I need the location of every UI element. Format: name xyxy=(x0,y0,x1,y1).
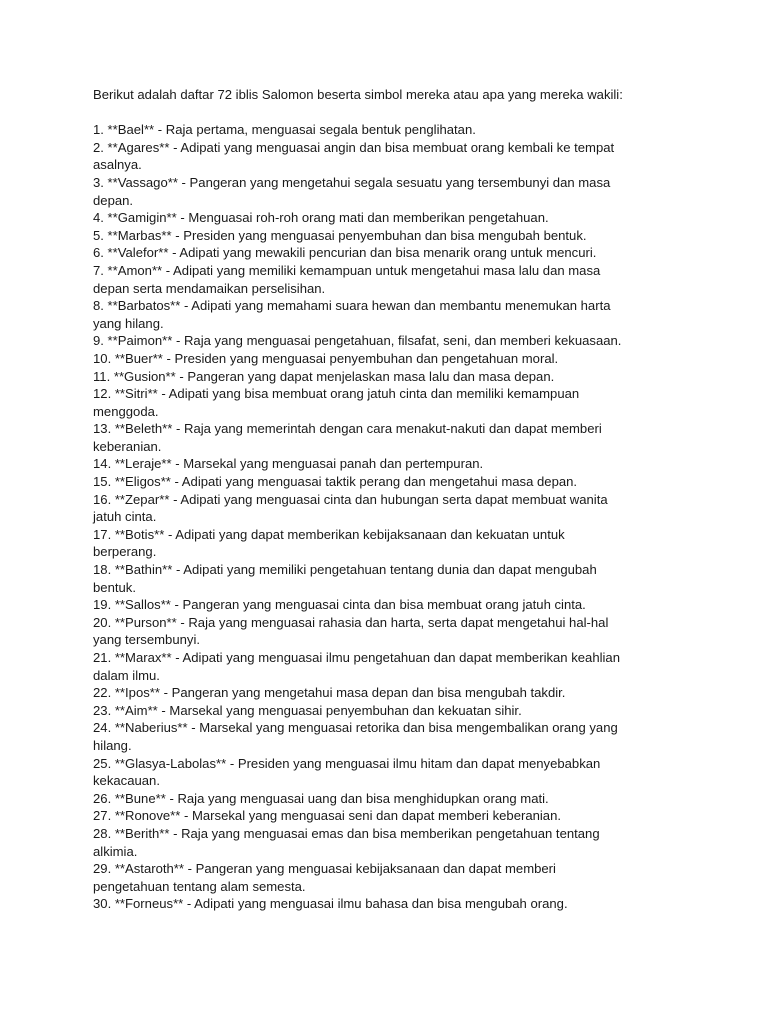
list-item-line: 2. **Agares** - Adipati yang menguasai angin dan bisa membuat orang kembali ke tempat xyxy=(93,139,615,155)
list-item-line: 29. **Astaroth** - Pangeran yang menguasai kebijaksanaan dan dapat memberi xyxy=(93,861,556,877)
list-item-line: 20. **Purson** - Raja yang menguasai rahasia dan harta, serta dapat mengetahui hal-hal xyxy=(93,614,609,630)
list-item xyxy=(93,807,693,825)
list-item-line-continued: depan. xyxy=(93,192,134,208)
list-item-line: 11. **Gusion** - Pangeran yang dapat menjelaskan masa lalu dan masa depan. xyxy=(93,368,555,384)
list-item xyxy=(93,174,693,209)
list-item xyxy=(93,262,693,297)
list-item-line: 22. **Ipos** - Pangeran yang mengetahui masa depan dan bisa mengubah takdir. xyxy=(93,685,566,701)
list-item xyxy=(93,895,693,913)
list-item-line-continued: dalam ilmu. xyxy=(93,667,160,683)
list-item xyxy=(93,139,693,174)
list-item xyxy=(93,350,693,368)
list-item-line: 19. **Sallos** - Pangeran yang menguasai cinta dan bisa membuat orang jatuh cinta. xyxy=(93,597,586,613)
list-item-line: 28. **Berith** - Raja yang menguasai emas dan bisa memberikan pengetahuan tentang xyxy=(93,825,600,841)
list-item xyxy=(93,596,693,614)
list-item-line-continued: hilang. xyxy=(93,737,132,753)
list-item-line-continued: yang hilang. xyxy=(93,315,164,331)
intro-text: Berikut adalah daftar 72 iblis Salomon beserta simbol mereka atau apa yang mereka wakili: xyxy=(93,87,623,102)
list-item xyxy=(93,755,693,790)
list-item-line: 5. **Marbas** - Presiden yang menguasai penyembuhan dan bisa mengubah bentuk. xyxy=(93,227,587,243)
list-item-line-continued: keberanian. xyxy=(93,438,162,454)
list-item-line: 4. **Gamigin** - Menguasai roh-roh orang mati dan memberikan pengetahuan. xyxy=(93,210,549,226)
list-item-line: 7. **Amon** - Adipati yang memiliki kemampuan untuk mengetahui masa lalu dan masa xyxy=(93,262,601,278)
list-item-line-continued: menggoda. xyxy=(93,403,159,419)
list-item xyxy=(93,491,693,526)
list-item xyxy=(93,385,693,420)
document-page xyxy=(93,86,693,913)
list-item xyxy=(93,614,693,649)
list-item xyxy=(93,684,693,702)
list-item-line-continued: bentuk. xyxy=(93,579,136,595)
list-item-line: 21. **Marax** - Adipati yang menguasai ilmu pengetahuan dan dapat memberikan keahlian xyxy=(93,650,620,665)
list-item xyxy=(93,473,693,491)
list-item xyxy=(93,825,693,860)
list-item xyxy=(93,526,693,561)
list-item xyxy=(93,227,693,245)
list-item xyxy=(93,244,693,262)
list-item-line: 26. **Bune** - Raja yang menguasai uang dan bisa menghidupkan orang mati. xyxy=(93,790,549,806)
list-item xyxy=(93,121,693,139)
list-item-line: 16. **Zepar** - Adipati yang menguasai cinta dan hubungan serta dapat membuat wanita xyxy=(93,491,608,507)
list-item-line: 15. **Eligos** - Adipati yang menguasai taktik perang dan mengetahui masa depan. xyxy=(93,474,578,490)
list-item xyxy=(93,561,693,596)
list-item-line: 27. **Ronove** - Marsekal yang menguasai seni dan dapat memberi keberanian. xyxy=(93,808,562,824)
list-item-line: 17. **Botis** - Adipati yang dapat memberikan kebijaksanaan dan kekuatan untuk xyxy=(93,526,565,542)
list-item-line-continued: alkimia. xyxy=(93,843,138,859)
list-item-line-continued: yang tersembunyi. xyxy=(93,632,200,648)
list-item xyxy=(93,332,693,350)
list-item-line: 13. **Beleth** - Raja yang memerintah dengan cara menakut-nakuti dan dapat memberi xyxy=(93,421,602,437)
list-item-line-continued: asalnya. xyxy=(93,157,142,173)
list-item xyxy=(93,209,693,227)
list-item xyxy=(93,649,693,684)
list-item-line-continued: jatuh cinta. xyxy=(93,509,157,525)
list-item-line: 18. **Bathin** - Adipati yang memiliki pengetahuan tentang dunia dan dapat mengubah xyxy=(93,562,597,578)
list-item-line: 1. **Bael** - Raja pertama, menguasai segala bentuk penglihatan. xyxy=(93,122,476,138)
list-item-line-continued: pengetahuan tentang alam semesta. xyxy=(93,878,306,894)
list-item xyxy=(93,702,693,720)
list-item xyxy=(93,368,693,386)
list-item xyxy=(93,455,693,473)
list-item xyxy=(93,860,693,895)
list-item-line: 6. **Valefor** - Adipati yang mewakili pencurian dan bisa menarik orang untuk mencuri. xyxy=(93,245,597,261)
list-item-line: 25. **Glasya-Labolas** - Presiden yang menguasai ilmu hitam dan dapat menyebabkan xyxy=(93,755,601,771)
demon-list xyxy=(93,121,693,913)
list-item-line: 14. **Leraje** - Marsekal yang menguasai panah dan pertempuran. xyxy=(93,456,484,472)
list-item-line: 10. **Buer** - Presiden yang menguasai penyembuhan dan pengetahuan moral. xyxy=(93,350,559,366)
list-item xyxy=(93,790,693,808)
list-item-line: 9. **Paimon** - Raja yang menguasai pengetahuan, filsafat, seni, dan memberi kekuasaan. xyxy=(93,333,622,349)
list-item-line-continued: kekacauan. xyxy=(93,773,160,789)
list-item-line: 30. **Forneus** - Adipati yang menguasai ilmu bahasa dan bisa mengubah orang. xyxy=(93,896,568,912)
list-item-line: 24. **Naberius** - Marsekal yang menguasai retorika dan bisa mengembalikan orang yang xyxy=(93,720,618,736)
list-item-line-continued: berperang. xyxy=(93,544,157,560)
list-item xyxy=(93,420,693,455)
list-item-line: 23. **Aim** - Marsekal yang menguasai penyembuhan dan kekuatan sihir. xyxy=(93,702,522,718)
list-item-line: 3. **Vassago** - Pangeran yang mengetahui segala sesuatu yang tersembunyi dan masa xyxy=(93,174,611,190)
list-item-line-continued: depan serta mendamaikan perselisihan. xyxy=(93,280,326,296)
list-item xyxy=(93,719,693,754)
list-item-line: 12. **Sitri** - Adipati yang bisa membuat orang jatuh cinta dan memiliki kemampuan xyxy=(93,386,580,402)
list-item-line: 8. **Barbatos** - Adipati yang memahami suara hewan dan membantu menemukan harta xyxy=(93,298,611,314)
list-item xyxy=(93,297,693,332)
